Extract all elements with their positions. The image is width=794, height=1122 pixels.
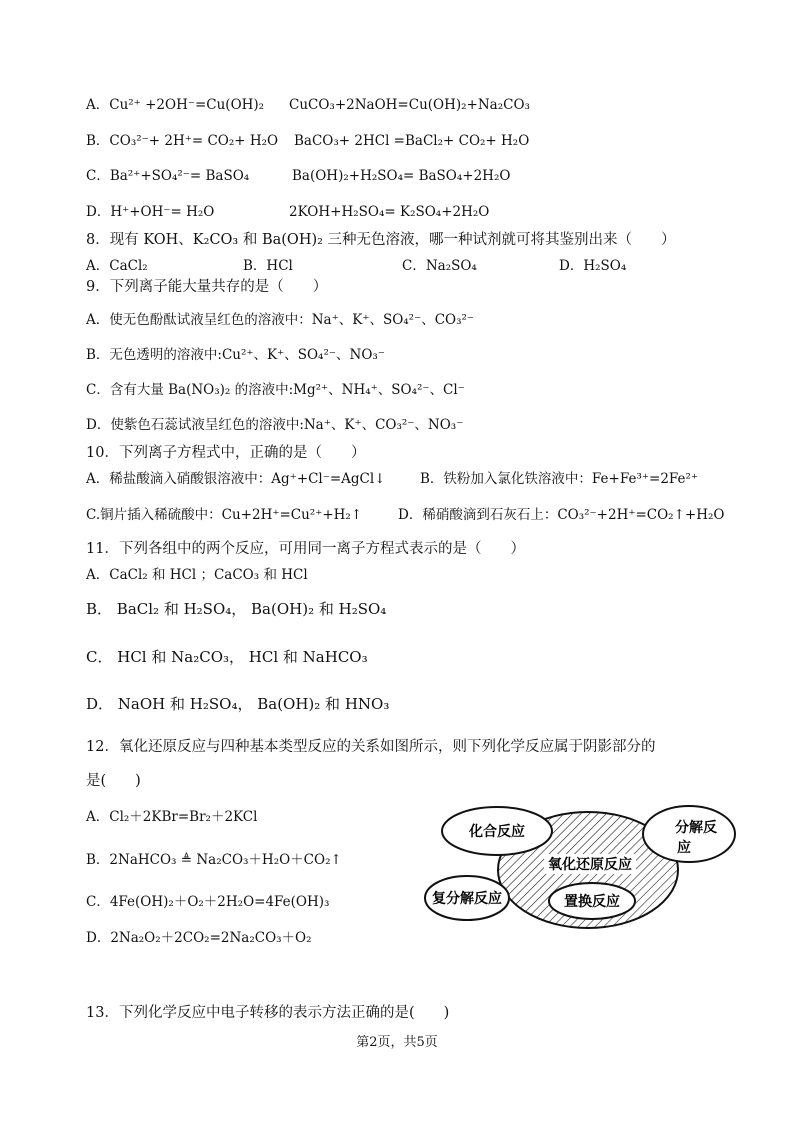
q11-option-c: C． HCl 和 Na₂CO₃， HCl 和 NaHCO₃ [86, 648, 368, 666]
q11-option-d: D． NaOH 和 H₂SO₄， Ba(OH)₂ 和 HNO₃ [86, 695, 390, 713]
label-decomposition-1: 分解反 [675, 820, 717, 836]
q11-stem: 11．下列各组中的两个反应，可用同一离子方程式表示的是（ ） [86, 541, 525, 557]
q7-option-c-left: C．Ba²⁺+SO₄²⁻= BaSO₄ [86, 168, 250, 184]
q10-option-c: C.铜片插入稀硫酸中：Cu+2H⁺=Cu²⁺+H₂↑ [86, 507, 363, 523]
q11-option-a: A．CaCl₂ 和 HCl ；CaCO₃ 和 HCl [86, 567, 308, 583]
q7-option-b-left: B．CO₃²⁻+ 2H⁺= CO₂+ H₂O [86, 133, 279, 149]
label-redox: 氧化还原反应 [548, 857, 632, 873]
q8-option-c: C．Na₂SO₄ [402, 258, 477, 274]
q10-option-d: D．稀硝酸滴到石灰石上：CO₃²⁻+2H⁺=CO₂↑+H₂O [398, 507, 725, 523]
page-footer: 第2页，共5页 [356, 1035, 438, 1050]
q7-option-d-left: D．H⁺+OH⁻= H₂O [86, 204, 215, 220]
q9-option-a: A．使无色酚酞试液呈红色的溶液中：Na⁺、K⁺、SO₄²⁻、CO₃²⁻ [86, 312, 475, 328]
q7-option-d-right: 2KOH+H₂SO₄= K₂SO₄+2H₂O [289, 204, 490, 220]
q10-stem: 10．下列离子方程式中，正确的是（ ） [86, 445, 366, 461]
q8-option-d: D．H₂SO₄ [559, 258, 627, 274]
label-decomposition-2: 应 [677, 840, 691, 856]
q8-option-b: B．HCl [243, 258, 293, 274]
q12-stem-line2: 是( ) [86, 773, 141, 789]
q8-stem: 8．现有 KOH、K₂CO₃ 和 Ba(OH)₂ 三种无色溶液，哪一种试剂就可将其鉴别出来（ ） [86, 232, 676, 248]
label-displacement: 置换反应 [564, 894, 620, 910]
q11-option-b: B． BaCl₂ 和 H₂SO₄， Ba(OH)₂ 和 H₂SO₄ [86, 600, 387, 618]
label-combination: 化合反应 [469, 824, 525, 840]
reaction-type-diagram [420, 796, 740, 936]
q7-option-a-right: CuCO₃+2NaOH=Cu(OH)₂+Na₂CO₃ [289, 97, 530, 113]
q10-option-a: A．稀盐酸滴入硝酸银溶液中：Ag⁺+Cl⁻=AgCl↓ [86, 471, 386, 487]
q12-stem-line1: 12．氧化还原反应与四种基本类型反应的关系如图所示，则下列化学反应属于阴影部分的 [86, 739, 656, 755]
q9-stem: 9．下列离子能大量共存的是（ ） [86, 279, 328, 295]
q9-option-d: D．使紫色石蕊试液呈红色的溶液中:Na⁺、K⁺、CO₃²⁻、NO₃⁻ [86, 417, 464, 433]
q9-option-c: C．含有大量 Ba(NO₃)₂ 的溶液中:Mg²⁺、NH₄⁺、SO₄²⁻、Cl⁻ [86, 382, 465, 398]
q13-stem: 13．下列化学反应中电子转移的表示方法正确的是( ) [86, 1005, 450, 1021]
q10-option-b: B．铁粉加入氯化铁溶液中：Fe+Fe³⁺=2Fe²⁺ [420, 471, 699, 487]
q7-option-b-right: BaCO₃+ 2HCl =BaCl₂+ CO₂+ H₂O [294, 133, 530, 149]
q8-option-a: A．CaCl₂ [86, 258, 148, 274]
label-double-decomposition: 复分解反应 [432, 891, 502, 907]
q12-option-c: C．4Fe(OH)₂＋O₂＋2H₂O=4Fe(OH)₃ [86, 894, 330, 910]
q7-option-a-left: A．Cu²⁺ +2OH⁻=Cu(OH)₂ [86, 97, 265, 113]
q12-option-d: D．2Na₂O₂＋2CO₂=2Na₂CO₃＋O₂ [86, 930, 312, 946]
q12-option-b: B．2NaHCO₃ ≜ Na₂CO₃＋H₂O＋CO₂↑ [86, 852, 342, 868]
q9-option-b: B．无色透明的溶液中:Cu²⁺、K⁺、SO₄²⁻、NO₃⁻ [86, 347, 385, 363]
q7-option-c-right: Ba(OH)₂+H₂SO₄= BaSO₄+2H₂O [292, 168, 511, 184]
q12-option-a: A．Cl₂＋2KBr=Br₂＋2KCl [86, 809, 258, 825]
